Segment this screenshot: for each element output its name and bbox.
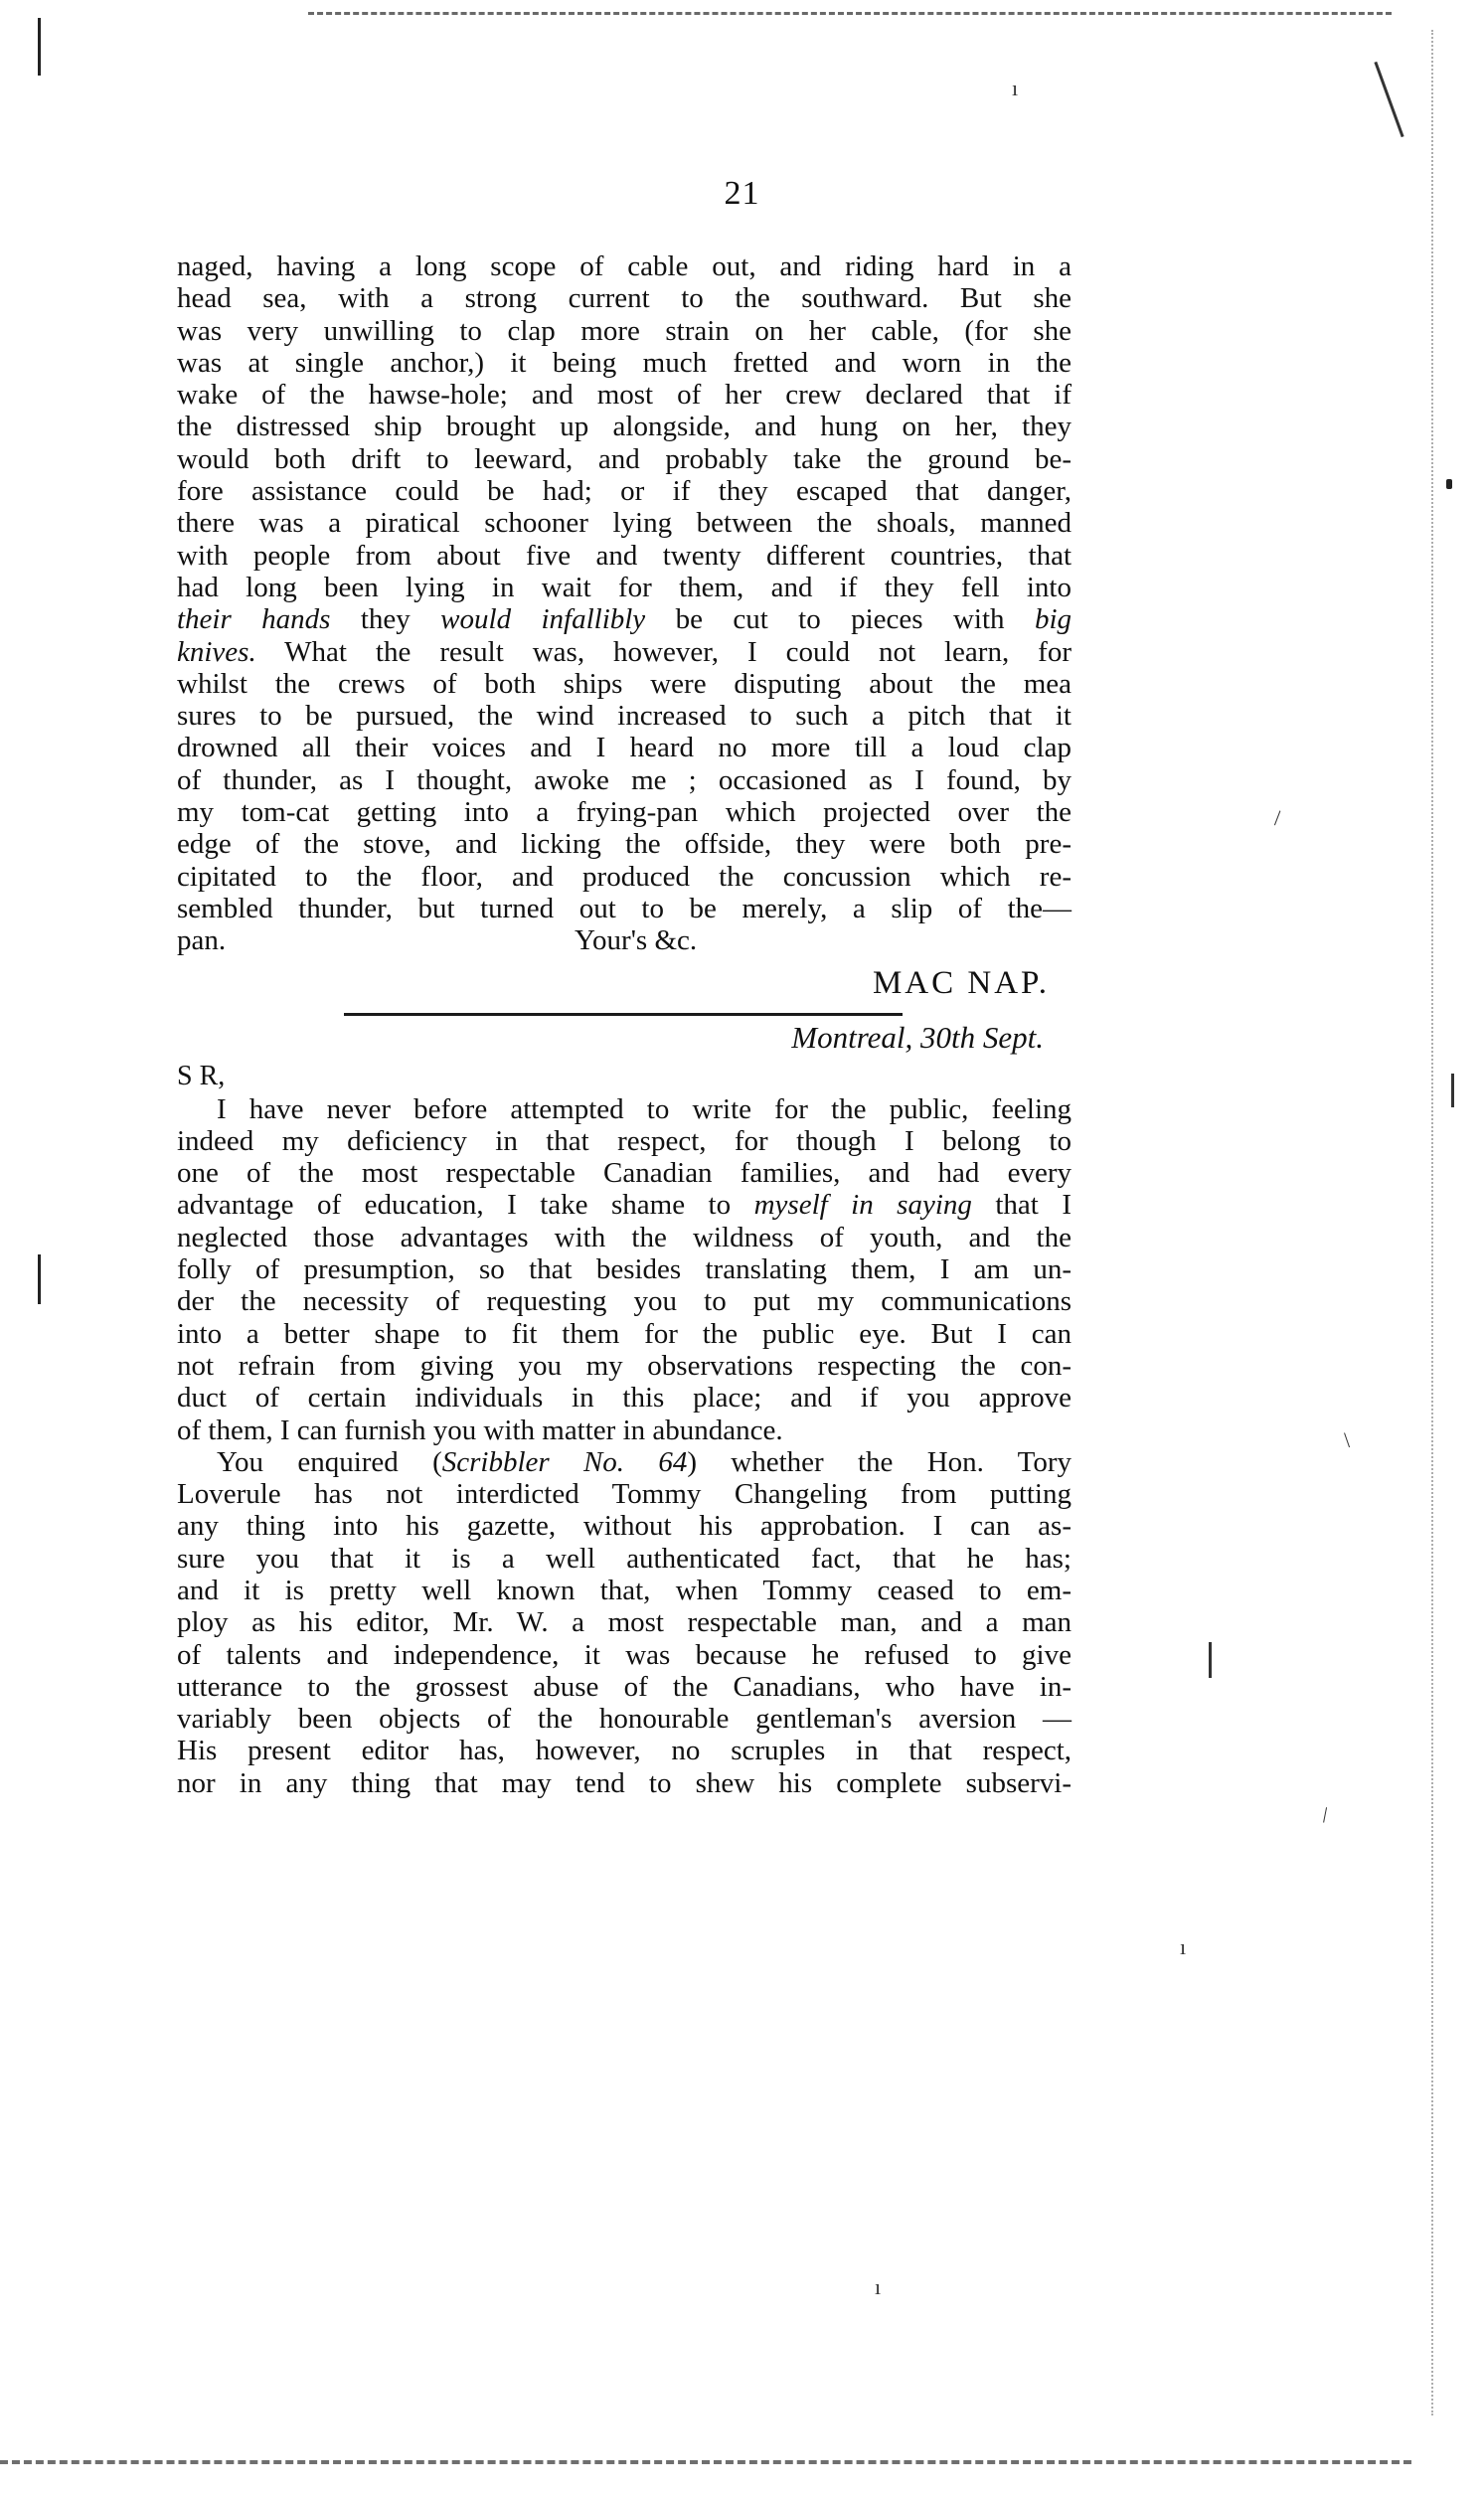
- text-line: der the necessity of requesting you to put my communications: [177, 1285, 1072, 1318]
- dateline-place: Montreal,: [791, 1019, 913, 1055]
- italic-text: their hands: [177, 603, 331, 636]
- text-line: wake of the hawse-hole; and most of her crew declared that if: [177, 379, 1072, 412]
- text-line: indeed my deficiency in that respect, for though I belong to: [177, 1124, 1072, 1157]
- text-line: cipitated to the floor, and produced the concussion which re-: [177, 860, 1072, 893]
- text-line: drowned all their voices and I heard no more till a loud clap: [177, 732, 1072, 764]
- text-line: with people from about five and twenty different countries, that: [177, 539, 1072, 572]
- text-line: of them, I can furnish you with matter in abundance.: [177, 1414, 783, 1446]
- text-line: whilst the crews of both ships were disputing about the mea: [177, 667, 1072, 700]
- text-line: variably been objects of the honourable gentleman's aversion —: [177, 1703, 1072, 1736]
- text-line: neglected those advantages with the wildness of youth, and the: [177, 1221, 1072, 1253]
- italic-text: knives.: [177, 635, 256, 668]
- scan-dash: ı: [875, 2274, 882, 2299]
- text-line: any thing into his gazette, without his approbation. I can as-: [177, 1510, 1072, 1543]
- scan-speck: [1446, 479, 1452, 489]
- text-line: had long been lying in wait for them, and if they fell into: [177, 571, 1072, 603]
- scan-dash: \: [1267, 806, 1288, 830]
- scan-mark-right-top: [1374, 62, 1403, 137]
- scan-edge-top: [308, 12, 1392, 19]
- dateline-date: 30th Sept.: [920, 1019, 1044, 1055]
- text-line: His present editor has, however, no scruples in that respect,: [177, 1735, 1072, 1767]
- text-line: one of the most respectable Canadian families, and had every: [177, 1157, 1072, 1190]
- text-line: there was a piratical schooner lying between the shoals, manned: [177, 507, 1072, 540]
- text-line: [177, 603, 1072, 635]
- scan-mark-left-top: [38, 18, 41, 76]
- scan-mark-right-lower: [1451, 1074, 1454, 1107]
- text-line: of thunder, as I thought, awoke me ; occasioned as I found, by: [177, 763, 1072, 796]
- text-fragment: that I: [971, 1189, 1072, 1222]
- scan-mark-left-middle: [38, 1254, 41, 1304]
- text-line: [177, 1189, 1072, 1221]
- text-line: I have never before attempted to write for the public, feeling: [217, 1092, 1072, 1125]
- text-line: was at single anchor,) it being much fretted and worn in the: [177, 346, 1072, 379]
- scan-edge-bottom: [0, 2460, 1411, 2470]
- text-line: edge of the stove, and licking the offside, they were both pre-: [177, 828, 1072, 861]
- closing-line: [177, 924, 1072, 956]
- text-line: [177, 636, 1072, 668]
- italic-text: myself in saying: [753, 1189, 972, 1222]
- text-line: my tom-cat getting into a frying-pan which projected over the: [177, 796, 1072, 829]
- text-line: head sea, with a strong current to the southward. But she: [177, 282, 1072, 315]
- text-line: into a better shape to fit them for the public eye. But I can: [177, 1317, 1072, 1350]
- italic-text: Scribbler No. 64: [441, 1445, 688, 1478]
- text-line: folly of presumption, so that besides translating them, I am un-: [177, 1253, 1072, 1286]
- text-line: sembled thunder, but turned out to be merely, a slip of the—: [177, 892, 1072, 924]
- text-line: sure you that it is a well authenticated fact, that he has;: [177, 1542, 1072, 1575]
- scan-dash: ı: [1012, 76, 1019, 100]
- text-fragment: pan.: [177, 924, 227, 957]
- text-fragment: What the result was, however, I could not learn, for: [255, 635, 1072, 668]
- letter-canadian: [177, 1018, 1072, 1800]
- text-line: ploy as his editor, Mr. W. a most respectable man, and a man: [177, 1606, 1072, 1639]
- scan-dash: ı: [1180, 1934, 1187, 1959]
- signature: MAC NAP.: [872, 964, 1050, 1001]
- text-line: nor in any thing that may tend to shew his complete subservi-: [177, 1766, 1072, 1799]
- text-line: would both drift to leeward, and probably take the ground be-: [177, 442, 1072, 475]
- salutation: S R,: [177, 1060, 226, 1091]
- text-line: not refrain from giving you my observations respecting the con-: [177, 1349, 1072, 1382]
- text-line: the distressed ship brought up alongside, and hung on her, they: [177, 411, 1072, 443]
- text-fragment: You enquired (: [217, 1445, 442, 1478]
- valediction: Your's &c.: [575, 924, 698, 957]
- text-line: Loverule has not interdicted Tommy Changeling from putting: [177, 1478, 1072, 1511]
- text-line: duct of certain individuals in this place; and if you approve: [177, 1382, 1072, 1414]
- italic-text: would infallibly: [440, 603, 646, 636]
- text-line: utterance to the grossest abuse of the Canadians, who have in-: [177, 1670, 1072, 1703]
- text-line: [177, 1446, 1072, 1478]
- scan-mark-right-middle: [1209, 1642, 1212, 1678]
- dateline: [177, 1018, 1072, 1058]
- text-line: fore assistance could be had; or if they escaped that danger,: [177, 475, 1072, 508]
- text-column: [177, 250, 1072, 1799]
- page-number: 21: [724, 175, 760, 212]
- text-line: was very unwilling to clap more strain on her cable, (for she: [177, 314, 1072, 347]
- text-line: naged, having a long scope of cable out, and riding hard in a: [177, 250, 1072, 282]
- text-line: of talents and independence, it was because he refused to give: [177, 1638, 1072, 1671]
- text-fragment: be cut to pieces with: [645, 603, 1035, 636]
- letter-mac-nap: [177, 250, 1072, 1003]
- text-line: and it is pretty well known that, when Tommy ceased to em-: [177, 1574, 1072, 1606]
- italic-text: big: [1034, 603, 1072, 636]
- scan-dash: \: [1316, 1802, 1335, 1827]
- scan-edge-right: [1431, 30, 1453, 2415]
- text-fragment: they: [330, 603, 441, 636]
- section-divider: [344, 1013, 903, 1016]
- text-fragment: advantage of education, I take shame to: [177, 1189, 754, 1222]
- text-fragment: ) whether the Hon. Tory: [687, 1445, 1072, 1478]
- text-line: sures to be pursued, the wind increased to such a pitch that it: [177, 700, 1072, 733]
- scan-dash: \: [1344, 1427, 1351, 1452]
